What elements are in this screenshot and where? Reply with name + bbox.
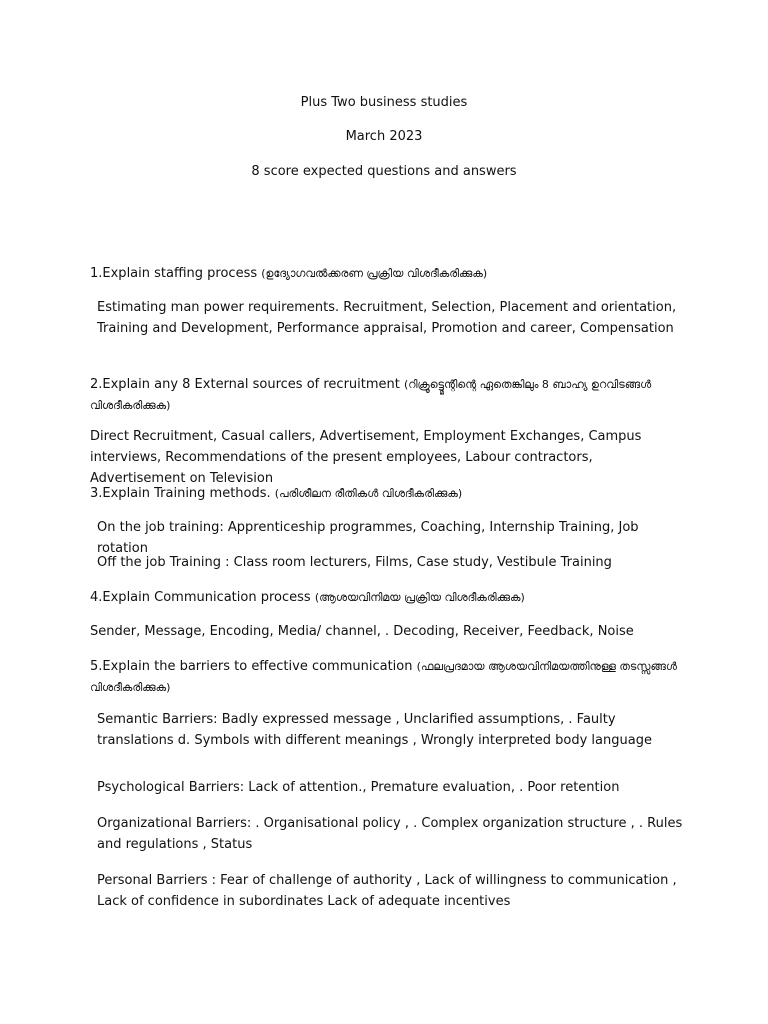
answer-5-organizational: Organizational Barriers: . Organisational policy , . Complex organization structure , . Rules and regulations , Status <box>97 816 683 852</box>
question-5-malayalam: (ഫലപ്രദമായ ആശയവിനിമയത്തിനുള്ള തടസ്സങ്ങൾ വിശദീകരിക്കുക) <box>90 660 677 694</box>
question-1-text: 1.Explain staffing process <box>90 266 262 281</box>
answer-3-off-job: Off the job Training : Class room lecturers, Films, Case study, Vestibule Training <box>97 555 612 570</box>
document-date: March 2023 <box>345 129 423 144</box>
question-3 <box>90 483 690 504</box>
question-4 <box>90 587 690 608</box>
question-2 <box>90 374 690 416</box>
answer-5-semantic: Semantic Barriers: Badly expressed message , Unclarified assumptions, . Faulty translations d. Symbols with different meanings , Wrongly interpreted body language <box>97 712 652 748</box>
answer-5-psychological: Psychological Barriers: Lack of attention., Premature evaluation, . Poor retention <box>97 780 620 795</box>
question-4-text: 4.Explain Communication process <box>90 590 315 605</box>
question-5-text: 5.Explain the barriers to effective communication <box>90 659 417 674</box>
question-4-malayalam: (ആശയവിനിമയ പ്രക്രിയ വിശദീകരിക്കുക) <box>314 591 525 604</box>
answer-3-on-job: On the job training: Apprenticeship programmes, Coaching, Internship Training, Job rotation <box>97 520 639 556</box>
question-2-text: 2.Explain any 8 External sources of recruitment <box>90 377 404 392</box>
answer-4: Sender, Message, Encoding, Media/ channel, . Decoding, Receiver, Feedback, Noise <box>90 624 634 639</box>
question-1 <box>90 263 690 284</box>
answer-1: Estimating man power requirements. Recruitment, Selection, Placement and orientation, Training and Development, Performance appraisal, Promotion and career, Compensation <box>97 300 677 336</box>
question-2-malayalam: (റിക്രൂട്ട്മെന്റിന്റെ ഏതെങ്കിലും 8 ബാഹ്യ ഉറവിടങ്ങൾ വിശദീകരിക്കുക) <box>90 378 652 412</box>
question-3-malayalam: (പരിശീലന രീതികൾ വിശദീകരിക്കുക) <box>274 487 463 500</box>
answer-2: Direct Recruitment, Casual callers, Advertisement, Employment Exchanges, Campus interviews, Recommendations of the present employees, Labour contractors, Advertisement on Television <box>90 429 642 486</box>
question-3-text: 3.Explain Training methods. <box>90 486 275 501</box>
document-title: Plus Two business studies <box>300 95 468 110</box>
document-subtitle: 8 score expected questions and answers <box>251 164 517 179</box>
question-1-malayalam: (ഉദ്യോഗവൽക്കരണ പ്രക്രിയ വിശദീകരിക്കുക) <box>261 267 488 280</box>
question-5 <box>90 656 690 698</box>
answer-5-personal: Personal Barriers : Fear of challenge of authority , Lack of willingness to communication , Lack of confidence in subordinates Lack of adequate incentives <box>97 873 677 909</box>
